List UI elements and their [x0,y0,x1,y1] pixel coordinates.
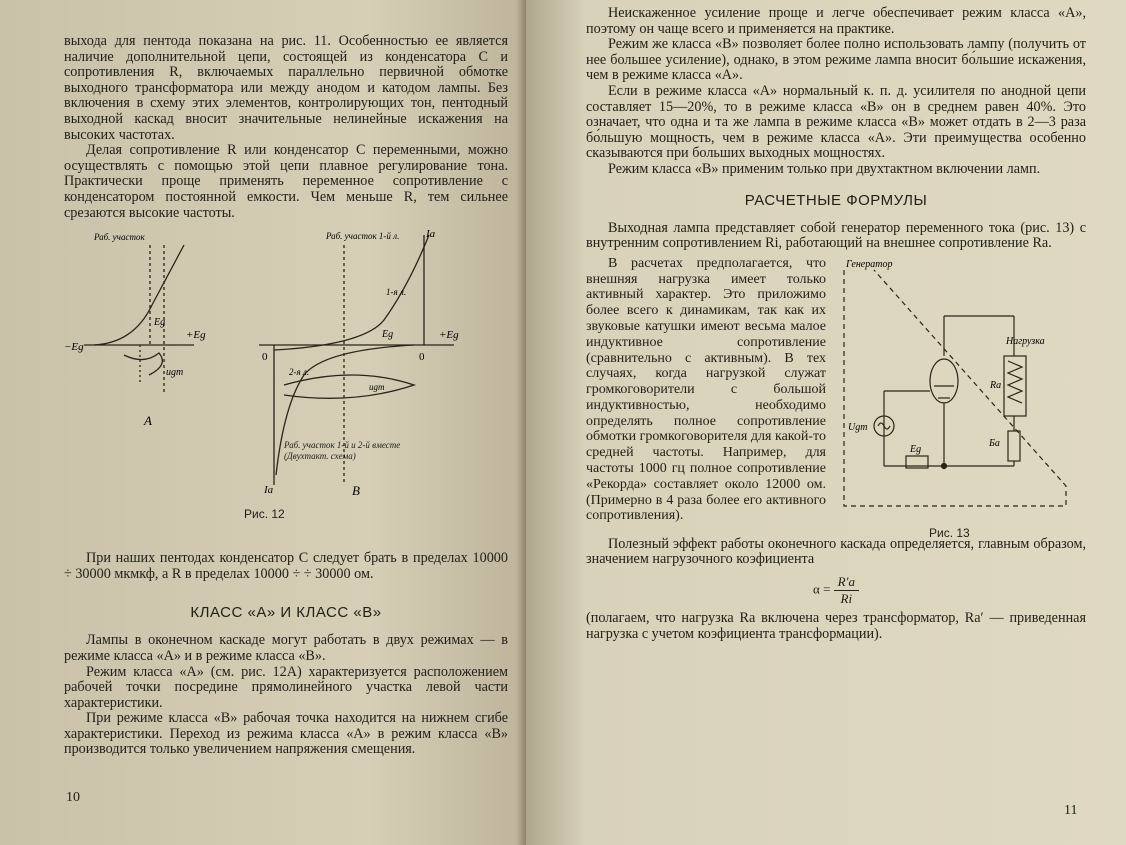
fig12-ia-bottom: Iа [264,484,274,497]
fig13-ugm: Ugm [848,421,868,433]
fig13-generator: Генератор [846,258,893,270]
left-paragraph-5: При режиме класса «В» рабочая точка находится на нижнем сгибе характеристики. Переход из режима класса «А» в режим класса «В» производится только увеличением напряжения смещения. [64,710,508,758]
figure-12 [64,225,508,522]
fig12-eg-plus-b: +Eg [439,329,459,342]
right-paragraph-3: Если в режиме класса «А» нормальный к. п. д. усилителя по анодной цепи составляет 15—20%, то в режиме класса «В» он в среднем равен 40%. Это означает, что одна и та же лампа в режиме класса «В» может отдать в 2—3 раза бо́льшую мощность, чем в режиме класса «А». Эти преимущества особенно сказываются при больших выходных мощностях. [586,82,1086,162]
fig12-eg-a: Eg [154,317,166,329]
fig12-one-l: 1-я л. [386,287,407,298]
right-paragraph-2: Режим же класса «В» позволяет более полно использовать лампу (получить от нее большее усиление), однако, в этом режиме лампа вносит бо́льшие искажения, чем в режиме класса «А». [586,36,1086,84]
fig13-eg: Eg [910,443,922,455]
fig12-eg-minus-a: −Eg [64,341,84,354]
fig12-both-label: Раб. участок 1-й и 2-й вместе (Двухтакт. схема) [284,440,401,462]
formula-alpha [586,574,1086,607]
fig12-label-b: В [352,483,360,499]
formula-lhs: α = [813,581,831,597]
right-page [526,0,1126,845]
fig13-load: Нагрузка [1006,335,1045,347]
formula-numerator: R′a [834,574,859,591]
right-paragraph-4: Режим класса «В» применим только при двухтактном включении ламп. [608,160,1041,177]
page-number-left: 10 [66,790,80,805]
right-flow-block [586,255,1086,540]
fig12-zero-left: 0 [262,351,268,364]
fig12-ugm-b: ugm [369,382,385,393]
fig13-ra: Ra [990,379,1002,391]
left-paragraph-1: выхода для пентода показана на рис. 11. Особенностью ее является наличие дополнительной цепи, состоящей из конденсатора C и сопротивления R, включаемых параллельно первичной обмотке выходного трансформатора или между анодом и катодом лампы. Без включения в схему этих элементов, контролирующих тон, пентодный выходной каскад вносит значительные нелинейные искажения на высоких частотах. [64,33,508,143]
fig12-eg-plus-a: +Eg [186,329,206,342]
fig12-eg-b: Eg [382,329,394,341]
formula-fraction [834,574,859,607]
page-number-right: 11 [1064,803,1078,818]
fig12-zero-right: 0 [419,351,425,364]
fig12-label-a: А [144,413,152,429]
figure-13-drawing [834,256,1084,526]
right-paragraph-intro: Выходная лампа представляет собой генератор переменного тока (рис. 13) с внутренним сопротивлением Ri, работающий на внешнее сопротивление Ra. [586,219,1086,252]
fig12-caption: Рис. 12 [244,507,285,522]
left-heading: КЛАСС «А» И КЛАСС «В» [190,604,382,622]
right-paragraph-end: (полагаем, что нагрузка Ra включена через трансформатор, Ra′ — приведенная нагрузка с учетом коэфициента трансформации). [586,609,1086,642]
fig12-ia-top: Iа [426,228,436,241]
figure-13 [834,256,1084,540]
right-heading: РАСЧЕТНЫЕ ФОРМУЛЫ [744,191,928,209]
right-paragraph-flow: В расчетах предполагается, что внешняя нагрузка имеет только активный характер. Это приложимо более всего к динамикам, так как их звуковые катушки имеют весьма малое индуктивное сопротивление (сравнительно с активным). В тех случаях, когда нагрузкой служат громкоговорители с большой индуктивностью, необходимо определять полное сопротивление обмотки громкоговорителя для какой-то средней частоты. Например, для частоты 1000 гц полное сопротивление «Рекорда» составляет около 12000 ом. (Примерно в 4 раза более его активного сопротивления). [586,255,826,524]
left-paragraph-4: Режим класса «А» (см. рис. 12А) характеризуется расположением рабочей точки посредине прямолинейного участка левой части характеристики. [64,663,508,711]
left-page [0,0,526,845]
fig12-two-l: 2-я л. [289,367,310,378]
left-paragraph-2: Делая сопротивление R или конденсатор C переменными, можно осуществлять с помощью этой цепи плавное регулирование тона. Практически проще применять переменное сопротивление с конденсатором постоянной емкости. Чем меньше R, тем сильнее срезаются высокие частоты. [64,142,508,221]
right-paragraph-eff: Полезный эффект работы оконечного каскада определяется, главным образом, значением нагрузочного коэфициента [586,535,1086,568]
fig12-ugm: ugm [166,367,184,379]
figure-12-drawing [64,225,504,515]
left-paragraph-3: Лампы в оконечном каскаде могут работать в двух режимах — в режиме класса «А» и в режиме класса «В». [64,632,508,664]
fig12-rab-uchastok: Раб. участок [94,232,145,243]
fig13-caption: Рис. 13 [929,525,970,540]
fig12-rab-uchastok-1: Раб. участок 1-й л. [326,231,400,242]
fig13-ba: Ба [989,437,1000,449]
formula-denominator: Ri [840,590,853,606]
left-paragraph-cap: При наших пентодах конденсатор C следует брать в пределах 10000 ÷ 30000 мкмкф, а R в пределах 10000 ÷ ÷ 30000 ом. [64,550,508,582]
right-paragraph-1: Неискаженное усиление проще и легче обеспечивает режим класса «А», поэтому он чаще всего и применяется на практике. [586,5,1086,37]
